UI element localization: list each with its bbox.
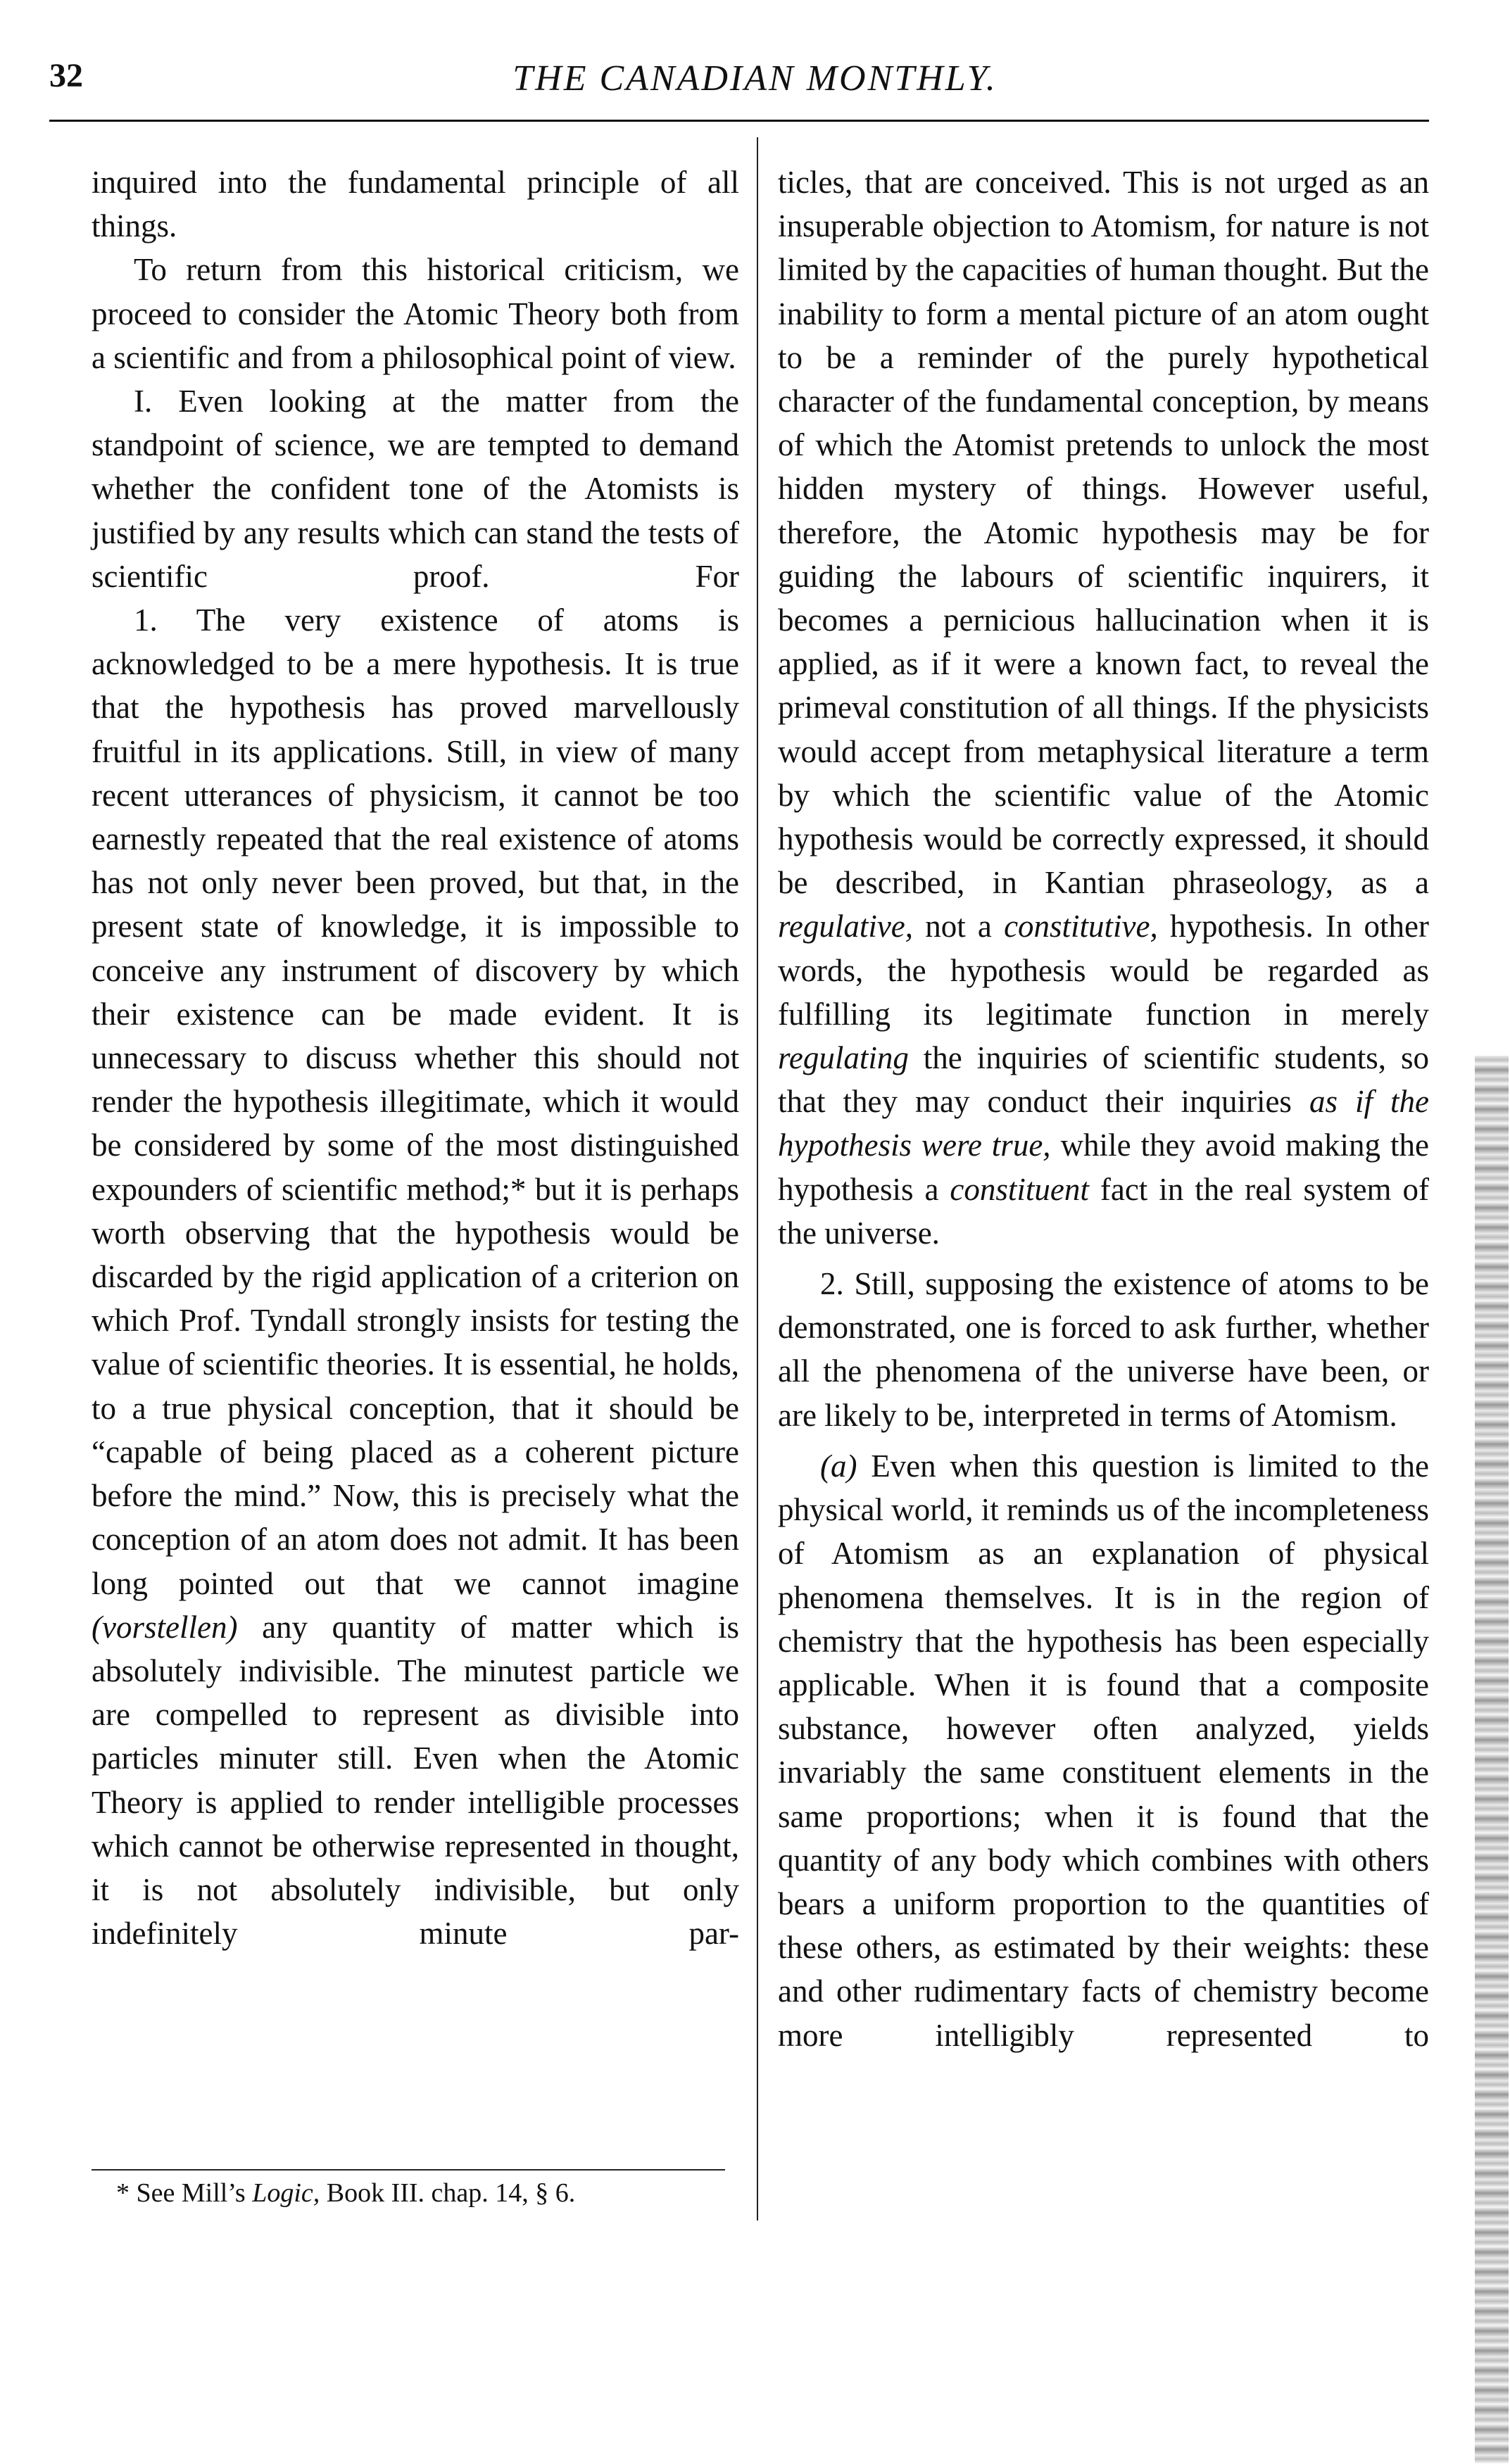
left-paragraph-4: [92, 598, 739, 1955]
term-regulative: regulative,: [778, 909, 914, 944]
left-paragraph-2: To return from this historical criticism, we proceed to consider the Atomic Theory both from a scientific and from a philosophical point of view.: [92, 252, 739, 375]
left-paragraph-4-continued: any quantity of matter which is absolutely indivisible. The minutest particle we are compelled to represent as divisible into particles minuter still. Even when the Atomic Theory is applied to render intelligible processes which cannot be otherwise represented in thought, it is not absolutely indivisible, but only indefinitely minute par-: [92, 1609, 740, 1952]
footnote-rule: [92, 2169, 725, 2171]
column-rule: [757, 137, 758, 2220]
footnote-marker: *: [116, 2178, 130, 2208]
term-regulating: regulating: [778, 1040, 909, 1076]
running-title: THE CANADIAN MONTHLY.: [512, 58, 998, 99]
paragraph-label-a: (a): [820, 1448, 857, 1484]
left-paragraph-4-text: 1. The very existence of atoms is acknowledged to be a mere hypothesis. It is true that the hypothesis has proved marvellously fruitful in its applications. Still, in view of many recent utterances of physicism, it cannot be too earnestly repeated that the real existence of atoms has not only never been proved, but that, in the present state of knowledge, it is impossible to conceive any instrument of discovery by which their existence can be made evident. It is unnecessary to discuss whether this should not render the hypothesis illegitimate, which it would be considered by some of the most distinguished expounders of scientific method;* but it is perhaps worth observing that the hypothesis would be discarded by the rigid application of a criterion on which Prof. Tyndall strongly insists for testing the value of scientific theories. It is essential, he holds, to a true physical conception, that it should be “capable of being placed as a coherent picture before the mind.” Now, this is precisely what the conception of an atom does not admit. It has been long pointed out that we cannot imagine: [92, 602, 739, 1601]
term-as-if: as if the hypothesis were true,: [778, 1084, 1430, 1163]
term-constituent: constituent: [950, 1171, 1089, 1207]
footnote-book-title: Logic,: [252, 2178, 320, 2208]
right-column: [778, 160, 1429, 2057]
left-column: [92, 160, 739, 1955]
right-paragraph-1: ticles, that are conceived. This is not urged as an insuperable objection to Atomism, for nature is not limited by the capacities of human thought. But the inability to form a mental picture of an atom ought to be a reminder of the purely hypothetical character of the fundamental conception, by means of which the Atomist pretends to unlock the most hidden mystery of things. However useful, therefore, the Atomic hypothesis may be for guiding the labours of scientific inquirers, it becomes a pernicious hallucination when it is applied, as if it were a known fact, to reveal the primeval constitution of all things. If the physicists would accept from metaphysical literature a term by which the scientific value of the Atomic hypothesis would be correctly expressed, it should be described, in Kantian phraseology, as a regulative, not a constitutive, hypothesis. In other words, the hypothesis would be regarded as fulfilling its legitimate function in merely regulating the inquiries of scientific students, so that they may conduct their inquiries as if the hypothesis were true, while they avoid making the hypothesis a constituent fact in the real system of the universe.: [778, 165, 1430, 1251]
left-paragraph-1: inquired into the fundamental principle of all things.: [92, 165, 739, 244]
footnote: * See Mill’s Logic, Book III. chap. 14, § 6.: [116, 2178, 576, 2208]
left-paragraph-3: I. Even looking at the matter from the standpoint of science, we are tempted to demand whether the confident tone of the Atomists is justified by any results which can stand the tests of scientific proof. For: [92, 384, 739, 594]
right-paragraph-2: 2. Still, supposing the existence of atoms to be demonstrated, one is forced to ask further, whether all the phenomena of the universe have been, or are likely to be, interpreted in terms of Atomism.: [778, 1266, 1429, 1433]
scan-edge-artifact: [1475, 1056, 1509, 2463]
term-vorstellen: (vorstellen): [92, 1609, 238, 1645]
page-number: 32: [49, 57, 83, 94]
header-rule: [49, 120, 1429, 122]
term-constitutive: constitutive,: [1004, 909, 1158, 944]
right-paragraph-3: (a) Even when this question is limited to the physical world, it reminds us of the incompleteness of Atomism as an explanation of physical phenomena themselves. It is in the region of chemistry that the hypothesis has been especially applicable. When it is found that a composite substance, however often analyzed, yields invariably the same constituent elements in the same proportions; when it is found that the quantity of any body which combines with others bears a uniform proportion to the quantities of these others, as estimated by their weights: these and other rudimentary facts of chemistry become more intelligibly represented to: [778, 1448, 1429, 2053]
